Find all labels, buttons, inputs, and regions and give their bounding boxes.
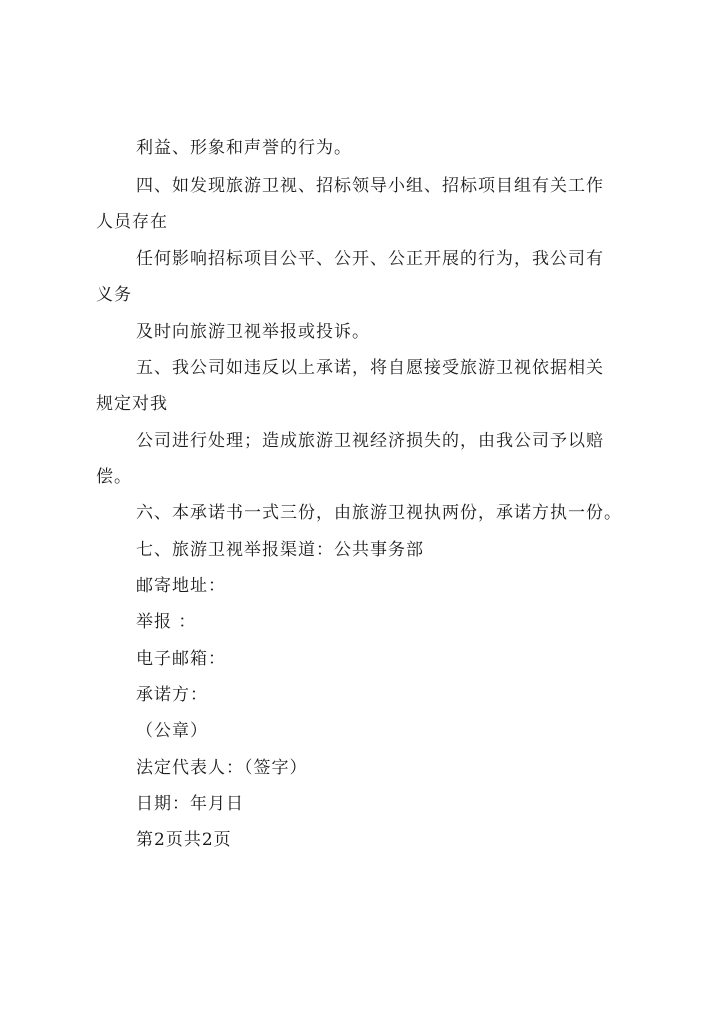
paragraph-line: 偿。: [96, 467, 132, 487]
paragraph-line: 人员存在: [96, 212, 168, 232]
paragraph-line: 利益、形象和声誉的行为。: [136, 138, 352, 158]
paragraph-line: 规定对我: [96, 394, 168, 414]
page-number: 第2页共2页: [136, 830, 232, 850]
paragraph-line: 四、如发现旅游卫视、招标领导小组、招标项目组有关工作: [136, 176, 604, 196]
paragraph-line: 邮寄地址：: [136, 576, 226, 596]
paragraph-line: 公司进行处理；造成旅游卫视经济损失的，由我公司予以赔: [136, 431, 604, 451]
paragraph-line: 任何影响招标项目公平、公开、公正开展的行为，我公司有: [136, 249, 604, 269]
paragraph-line: 电子邮箱：: [136, 649, 226, 669]
paragraph-line: 五、我公司如违反以上承诺，将自愿接受旅游卫视依据相关: [136, 358, 604, 378]
paragraph-line: 及时向旅游卫视举报或投诉。: [136, 322, 370, 342]
paragraph-line: 承诺方：: [136, 685, 208, 705]
paragraph-line: 六、本承诺书一式三份，由旅游卫视执两份，承诺方执一份。: [136, 503, 622, 523]
paragraph-line: 日期：年月日: [136, 794, 244, 814]
paragraph-line: 法定代表人：（签字）: [136, 758, 308, 778]
paragraph-line: 七、旅游卫视举报渠道：公共事务部: [136, 540, 424, 560]
paragraph-line: 义务: [96, 285, 132, 305]
paragraph-line: 举报 ：: [136, 612, 197, 632]
paragraph-line: （公章）: [136, 721, 208, 741]
